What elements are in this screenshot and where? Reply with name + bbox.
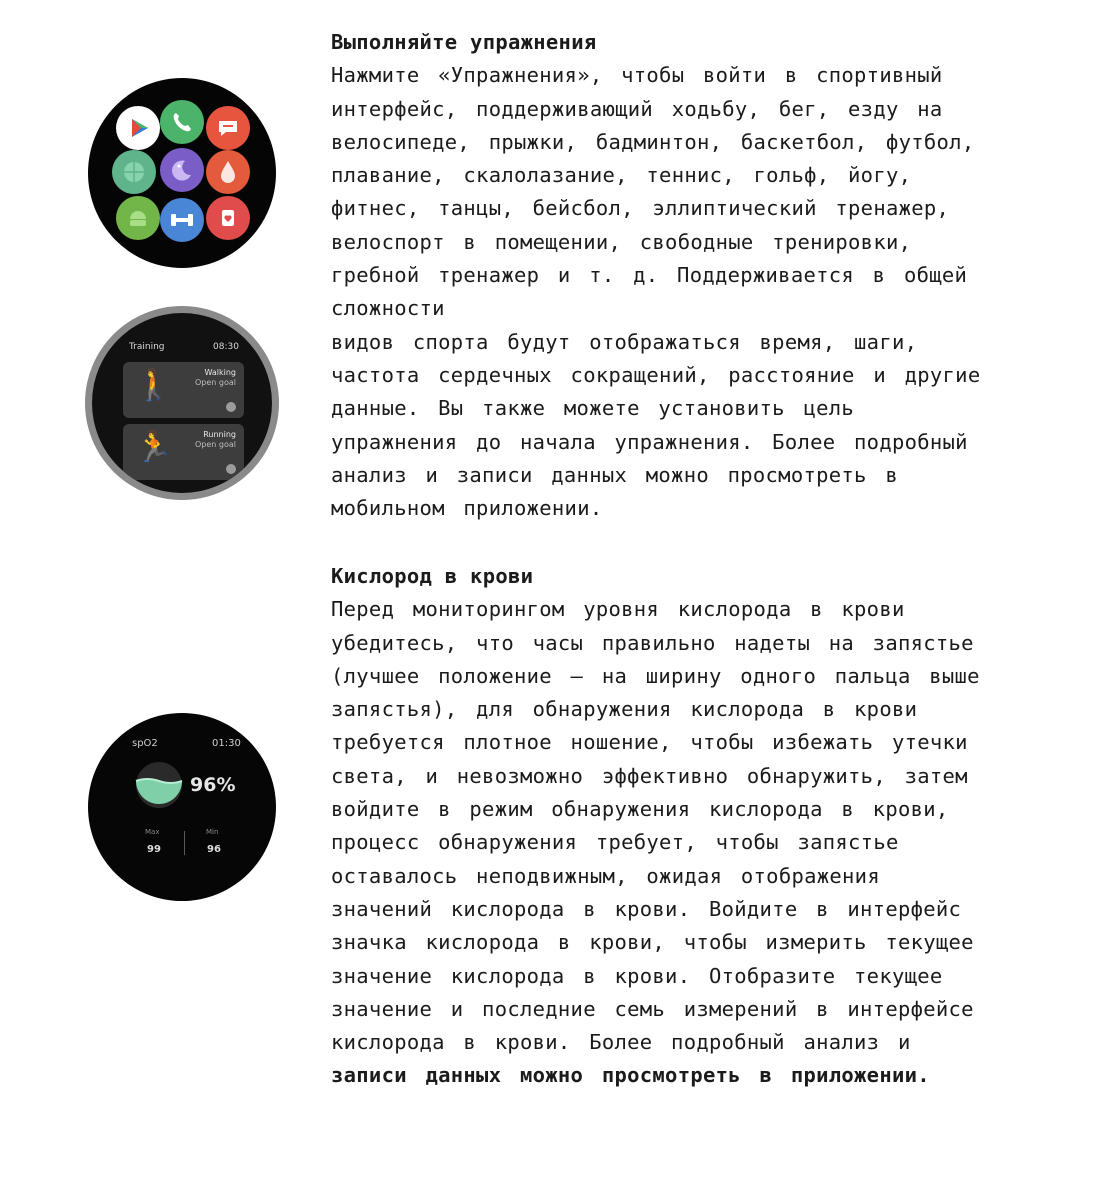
settings-icon[interactable] — [226, 464, 236, 474]
oxygen-line: Перед мониторингом уровня кислорода в крови — [331, 597, 905, 622]
watch-training-screen — [85, 306, 279, 500]
exercise-line: велосипеде, прыжки, бадминтон, баскетбол, футбол, — [331, 129, 975, 154]
oxygen-line: кислорода в крови. Более подробный анализ и — [331, 1030, 911, 1055]
running-icon: 🏃 — [135, 430, 173, 465]
oxygen-line: значка кислорода в крови, чтобы измерить текущее — [331, 930, 974, 955]
drop-icon — [206, 150, 250, 194]
watch-spo2-screen — [88, 713, 276, 901]
android-icon — [116, 196, 160, 240]
oxygen-section — [331, 560, 1091, 1093]
play-icon — [116, 106, 160, 150]
spo2-max-label: Max — [145, 828, 160, 836]
exercise-line: частота сердечных сокращений, расстояние и другие — [331, 362, 981, 387]
training-item-label: Running — [203, 430, 236, 439]
spo2-value: 96% — [190, 774, 236, 796]
settings-icon[interactable] — [226, 402, 236, 412]
exercise-line: видов спорта будут отображаться время, шаги, — [331, 329, 918, 354]
exercise-line: Нажмите «Упражнения», чтобы войти в спортивный — [331, 63, 943, 88]
oxygen-gauge-icon — [135, 761, 183, 809]
spo2-time: 01:30 — [212, 738, 241, 749]
globe-icon — [112, 150, 156, 194]
oxygen-line: значение и последние семь измерений в интерфейсе — [331, 996, 974, 1021]
oxygen-line: оставалось неподвижным, ожидая отображения — [331, 863, 880, 888]
exercise-line: упражнения до начала упражнения. Более подробный — [331, 429, 968, 454]
oxygen-line: требуется плотное ношение, чтобы избежать утечки — [331, 730, 968, 755]
phone-icon — [160, 100, 204, 144]
training-title: Training — [129, 342, 165, 352]
moon-icon — [160, 148, 204, 192]
oxygen-line: записи данных можно просмотреть в приложении. — [331, 1063, 930, 1088]
oxygen-line: значений кислорода в крови. Войдите в интерфейс — [331, 896, 962, 921]
message-icon — [206, 106, 250, 150]
exercise-line: анализ и записи данных можно просмотреть в — [331, 462, 898, 487]
oxygen-line: запястья), для обнаружения кислорода в крови — [331, 697, 918, 722]
divider — [184, 831, 185, 855]
dumbbell-icon — [160, 198, 204, 242]
heart-card-icon — [206, 196, 250, 240]
exercise-line: велоспорт в помещении, свободные тренировки, — [331, 229, 912, 254]
exercise-heading: Выполняйте упражнения — [331, 30, 597, 54]
oxygen-heading: Кислород в крови — [331, 564, 534, 588]
spo2-min-value: 96 — [207, 844, 221, 855]
exercise-line: мобильном приложении. — [331, 496, 603, 521]
exercise-section — [331, 26, 1091, 525]
training-item-sub: Open goal — [194, 378, 236, 387]
exercise-line: плавание, скалолазание, теннис, гольф, йогу, — [331, 163, 912, 188]
spo2-title: spO2 — [132, 738, 158, 749]
watch-face — [92, 313, 272, 493]
training-time: 08:30 — [213, 342, 239, 352]
oxygen-line: убедитесь, что часы правильно надеты на запястье — [331, 630, 974, 655]
spo2-min-label: Min — [206, 828, 219, 836]
oxygen-line: значение кислорода в крови. Отобразите текущее — [331, 963, 943, 988]
oxygen-line: процесс обнаружения требует, чтобы запястье — [331, 830, 899, 855]
training-item-running[interactable] — [123, 424, 244, 480]
oxygen-line: (лучшее положение — на ширину одного пальца выше — [331, 663, 980, 688]
training-item-label: Walking — [204, 368, 236, 377]
exercise-line: сложности — [331, 296, 445, 321]
exercise-line: фитнес, танцы, бейсбол, эллиптический тренажер, — [331, 196, 950, 221]
oxygen-line: света, и невозможно эффективно обнаружить, затем — [331, 763, 968, 788]
oxygen-line: войдите в режим обнаружения кислорода в крови, — [331, 797, 949, 822]
spo2-max-value: 99 — [147, 844, 161, 855]
watch-apps-screen — [88, 78, 276, 268]
training-item-sub: Open goal — [194, 440, 236, 449]
training-item-walking[interactable] — [123, 362, 244, 418]
exercise-line: гребной тренажер и т. д. Поддерживается в общей — [331, 263, 968, 288]
walking-icon: 🚶 — [135, 368, 173, 403]
exercise-line: интерфейс, поддерживающий ходьбу, бег, езду на — [331, 96, 943, 121]
exercise-line: данные. Вы также можете установить цель — [331, 396, 855, 421]
